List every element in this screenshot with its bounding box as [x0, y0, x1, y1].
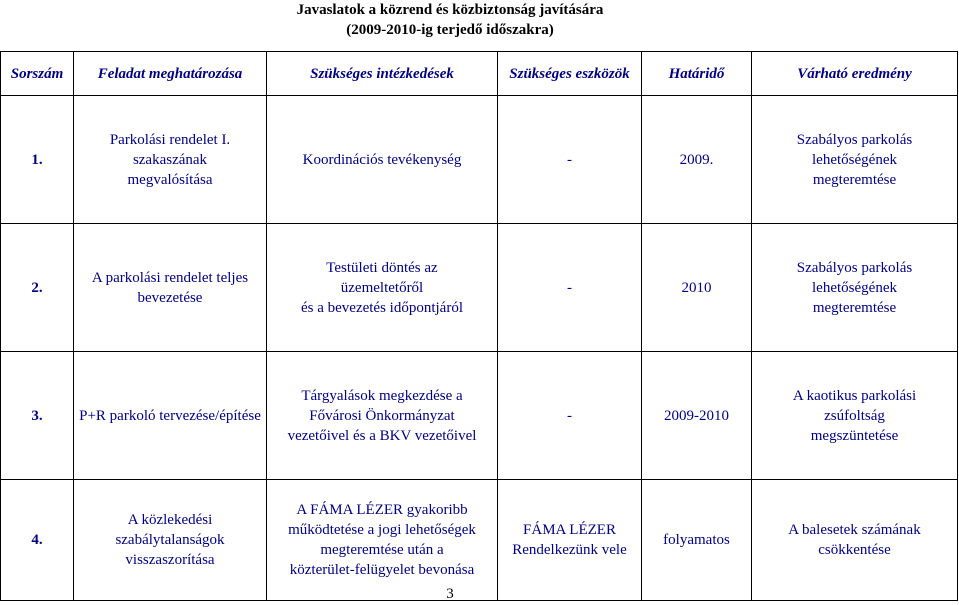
- actions-cell: [267, 352, 498, 480]
- deadline-cell: [642, 96, 752, 224]
- page-number: 3: [446, 586, 454, 602]
- actions-line: A FÁMA LÉZER gyakoribb: [296, 502, 468, 518]
- actions-line: közterület-felügyelet bevonása: [289, 562, 475, 578]
- table-header-row: [1, 52, 958, 96]
- table-row: [1, 96, 958, 224]
- task-cell: [74, 96, 267, 224]
- tools-line: Rendelkezünk vele: [512, 542, 627, 558]
- task-cell: [74, 480, 267, 601]
- result-line: A balesetek számának: [788, 522, 921, 538]
- actions-line: Tárgyalások megkezdése a: [301, 387, 463, 404]
- header-hatarido: Határidő: [642, 52, 752, 96]
- result-line: A kaotikus parkolási: [792, 387, 917, 404]
- actions-line: Koordinációs tevékenység: [302, 151, 462, 168]
- result-line: Szabályos parkolás: [796, 259, 913, 276]
- result-line: megteremtése: [812, 299, 897, 316]
- header-eredmeny: Várható eredmény: [752, 52, 958, 96]
- title-line-1: Javaslatok a közrend és közbiztonság javítására: [296, 2, 604, 18]
- result-cell: [752, 480, 958, 601]
- deadline-line: 2010: [681, 279, 712, 296]
- result-line: csökkentése: [818, 542, 891, 558]
- task-line: A parkolási rendelet teljes: [91, 269, 249, 286]
- tools-line: -: [567, 151, 572, 168]
- result-line: megszüntetése: [810, 427, 899, 444]
- result-cell: [752, 224, 958, 352]
- tools-line: -: [567, 279, 572, 296]
- actions-line: üzemeltetőről: [340, 279, 424, 296]
- deadline-line: folyamatos: [663, 532, 730, 548]
- tools-line: -: [567, 407, 572, 424]
- tools-line: FÁMA LÉZER: [523, 522, 616, 538]
- row-number: 3.: [1, 352, 74, 480]
- header-sorszam: Sorszám: [1, 52, 74, 96]
- result-cell: [752, 96, 958, 224]
- deadline-cell: [642, 352, 752, 480]
- result-line: Szabályos parkolás: [796, 131, 913, 148]
- task-cell: [74, 224, 267, 352]
- row-number: 4.: [1, 480, 74, 601]
- task-line: megvalósítása: [127, 171, 213, 188]
- actions-line: Fővárosi Önkormányzat: [309, 407, 455, 424]
- actions-line: Testületi döntés az: [326, 259, 438, 276]
- result-line: megteremtése: [812, 171, 897, 188]
- task-cell: [74, 352, 267, 480]
- title-line-2: (2009-2010-ig terjedő időszakra): [346, 22, 554, 38]
- deadline-line: 2009.: [679, 151, 714, 168]
- actions-line: vezetőivel és a BKV vezetőivel: [287, 427, 477, 444]
- result-line: lehetőségének: [812, 279, 897, 296]
- deadline-cell: [642, 480, 752, 601]
- result-cell: [752, 352, 958, 480]
- tools-cell: [498, 480, 642, 601]
- tools-cell: [498, 352, 642, 480]
- row-number: 2.: [1, 224, 74, 352]
- actions-cell: [267, 224, 498, 352]
- plan-table: [0, 51, 958, 601]
- table-row: [1, 224, 958, 352]
- actions-cell: [267, 96, 498, 224]
- header-feladat: Feladat meghatározása: [74, 52, 267, 96]
- task-line: P+R parkoló tervezése/építése: [79, 407, 261, 424]
- task-line: bevezetése: [137, 289, 203, 306]
- actions-line: működtetése a jogi lehetőségek: [288, 522, 476, 538]
- actions-cell: [267, 480, 498, 601]
- task-line: visszaszorítása: [125, 552, 215, 568]
- task-line: A közlekedési szabálytalanságok: [115, 512, 225, 548]
- document-title: [0, 0, 900, 40]
- tools-cell: [498, 96, 642, 224]
- actions-line: megteremtése után a: [320, 542, 444, 558]
- result-line: zsúfoltság: [824, 407, 885, 424]
- tools-cell: [498, 224, 642, 352]
- table-row: [1, 352, 958, 480]
- header-intezkedesek: Szükséges intézkedések: [267, 52, 498, 96]
- header-eszkozok: Szükséges eszközök: [498, 52, 642, 96]
- deadline-cell: [642, 224, 752, 352]
- row-number: 1.: [1, 96, 74, 224]
- table-row: [1, 480, 958, 601]
- result-line: lehetőségének: [812, 151, 897, 168]
- actions-line: és a bevezetés időpontjáról: [300, 299, 464, 316]
- deadline-line: 2009-2010: [664, 407, 729, 424]
- task-line: Parkolási rendelet I. szakaszának: [109, 131, 231, 168]
